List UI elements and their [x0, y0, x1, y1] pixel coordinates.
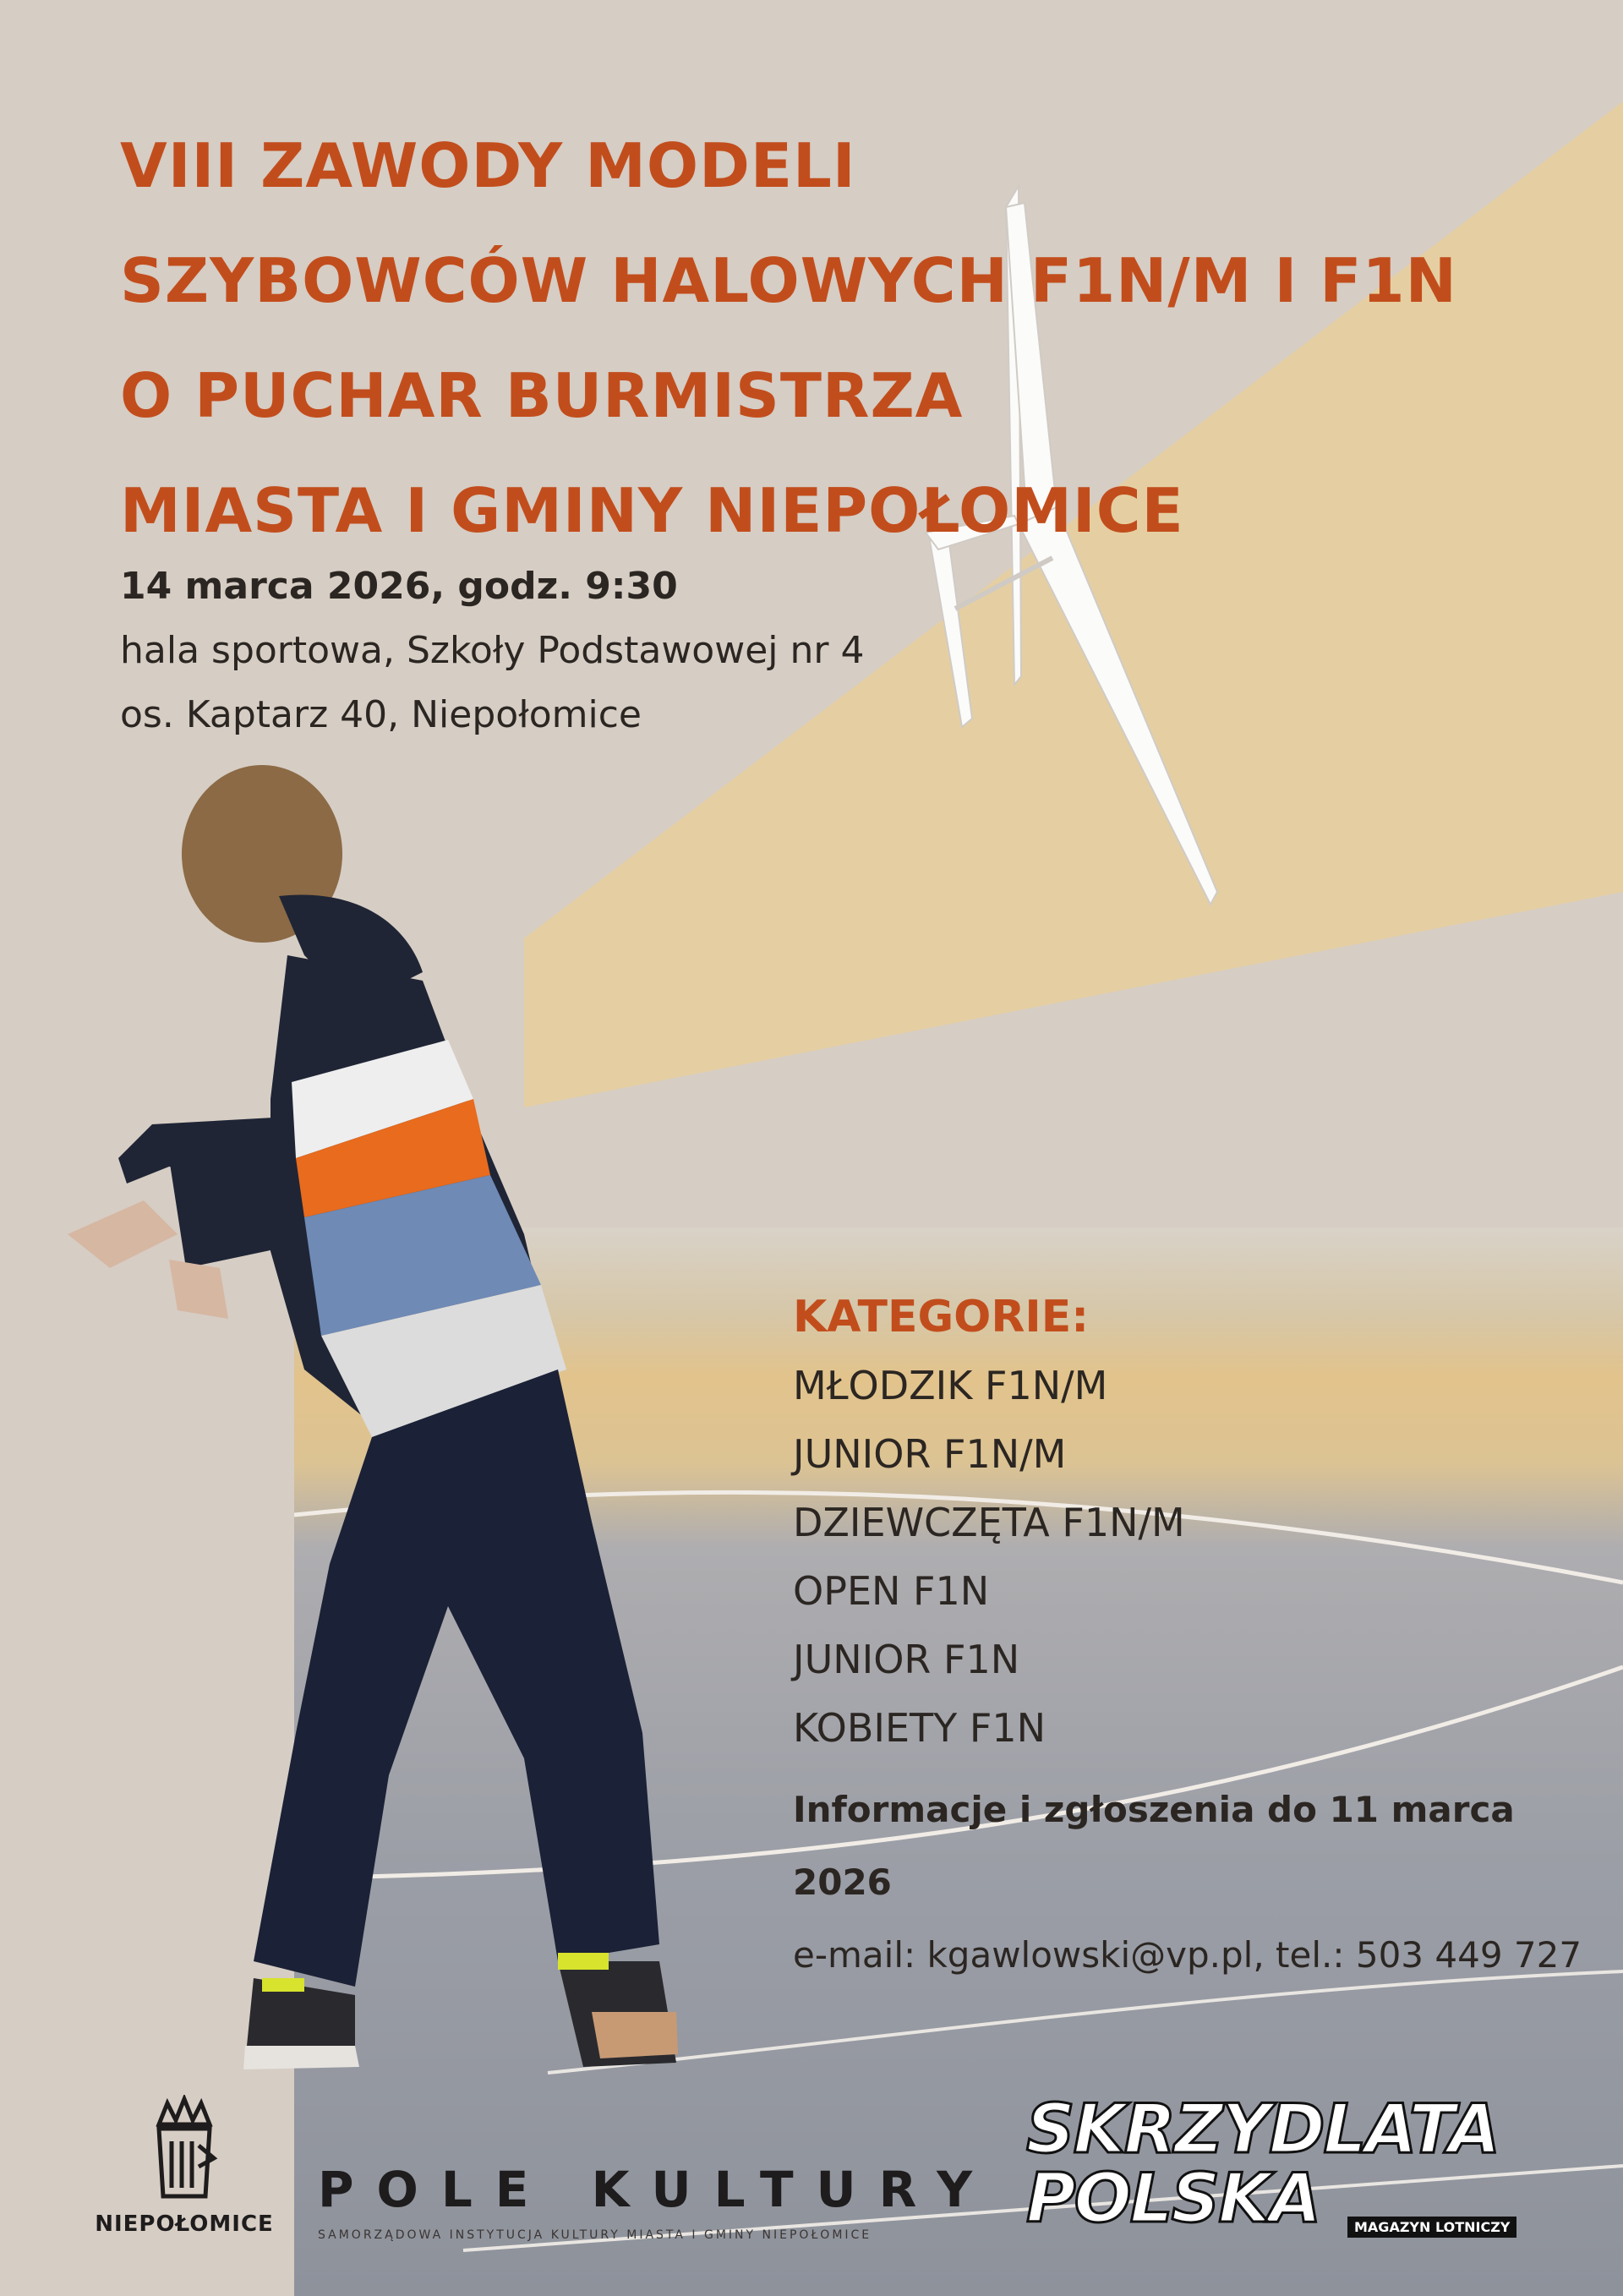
poster-title — [120, 108, 1457, 568]
category-item: KOBIETY F1N — [793, 1705, 1046, 1751]
categories-heading: KATEGORIE: — [793, 1292, 1090, 1342]
title-line: O PUCHAR BURMISTRZA — [120, 360, 964, 431]
skrzydlata-word: SKRZYDLATA — [1026, 2090, 1500, 2168]
niepolomice-label: NIEPOŁOMICE — [95, 2211, 274, 2237]
pole-kultury-logo — [318, 2161, 995, 2242]
niepolomice-logo — [91, 2095, 277, 2237]
pole-kultury-subtitle: SAMORZĄDOWA INSTYTUCJA KULTURY MIASTA I GMINY NIEPOŁOMICE — [318, 2228, 872, 2242]
category-item: MŁODZIK F1N/M — [793, 1363, 1108, 1408]
event-date: 14 marca 2026, godz. 9:30 — [120, 565, 678, 608]
categories-list — [793, 1283, 1185, 1763]
category-item: DZIEWCZĘTA F1N/M — [793, 1500, 1185, 1545]
category-item: JUNIOR F1N/M — [793, 1431, 1067, 1477]
registration-deadline: Informacje i zgłoszenia do 11 marca 2026 — [793, 1789, 1515, 1903]
pole-kultury-name: POLE KULTURY — [318, 2161, 996, 2218]
event-address: os. Kaptarz 40, Niepołomice — [120, 693, 642, 736]
polska-word: POLSKA — [1026, 2159, 1320, 2238]
contact-details: e-mail: kgawlowski@vp.pl, tel.: 503 449 727 — [793, 1934, 1582, 1976]
category-item: OPEN F1N — [793, 1568, 990, 1614]
crown-lion-crest-icon — [138, 2095, 231, 2205]
contact-info — [793, 1774, 1623, 1992]
title-line: MIASTA I GMINY NIEPOŁOMICE — [120, 475, 1184, 546]
magazine-badge: MAGAZYN LOTNICZY — [1347, 2217, 1516, 2238]
event-info — [120, 555, 864, 747]
title-line: VIII ZAWODY MODELI — [120, 130, 856, 201]
boy-throwing-glider — [51, 761, 812, 2113]
event-venue: hala sportowa, Szkoły Podstawowej nr 4 — [120, 629, 865, 672]
skrzydlata-polska-logo — [1026, 2090, 1511, 2238]
title-line: SZYBOWCÓW HALOWYCH F1N/M I F1N — [120, 245, 1457, 316]
category-item: JUNIOR F1N — [793, 1637, 1020, 1682]
